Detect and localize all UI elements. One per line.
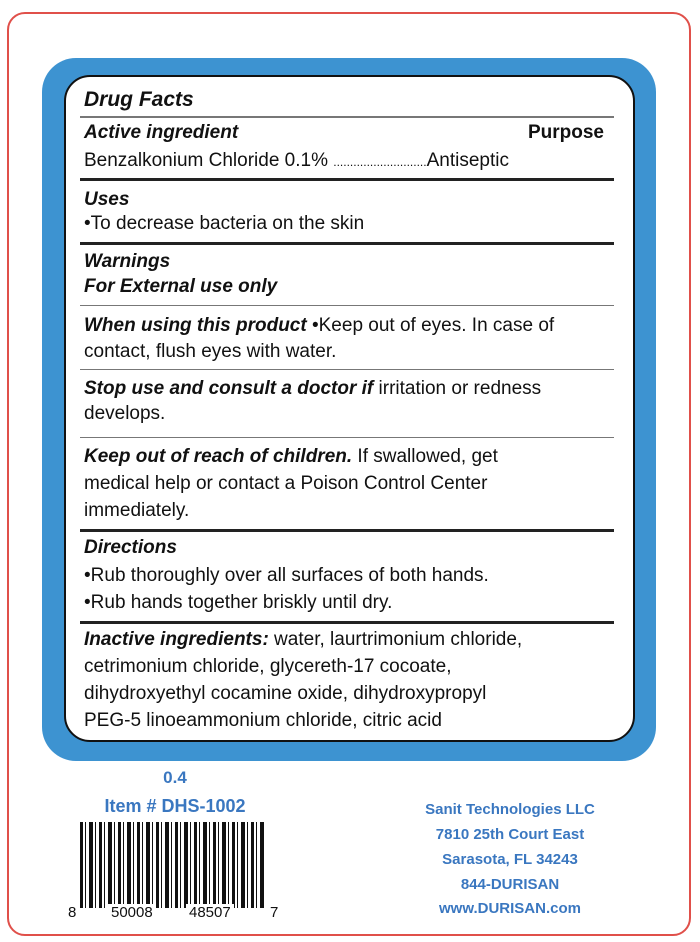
when-using bbox=[84, 315, 554, 337]
keep-out-text: medical help or contact a Poison Control Center bbox=[84, 473, 488, 494]
drug-facts-title: Drug Facts bbox=[84, 88, 194, 111]
active-ingredient-row bbox=[84, 150, 509, 173]
inactive-heading: Inactive ingredients: bbox=[84, 629, 269, 650]
inactive-text: dihydroxyethyl cocamine oxide, dihydroxypropyl bbox=[84, 683, 487, 704]
barcode-digit: 50008 bbox=[108, 904, 156, 921]
directions-item: •Rub hands together briskly until dry. bbox=[84, 592, 393, 613]
keep-out bbox=[84, 446, 498, 468]
directions-item: •Rub thoroughly over all surfaces of both hands. bbox=[84, 565, 489, 586]
uses-heading: Uses bbox=[84, 189, 130, 210]
divider bbox=[80, 116, 614, 118]
when-using-text: •Keep out of eyes. In case of bbox=[306, 315, 555, 336]
divider bbox=[80, 369, 614, 370]
company-website: www.DURISAN.com bbox=[439, 900, 581, 917]
when-using-text: contact, flush eyes with water. bbox=[84, 341, 337, 362]
ingredient: Benzalkonium Chloride 0.1% bbox=[84, 150, 328, 171]
company-phone: 844-DURISAN bbox=[460, 876, 560, 893]
keep-out-heading: Keep out of reach of children. bbox=[84, 446, 353, 467]
purpose: Antiseptic bbox=[426, 150, 509, 171]
inactive-text: water, laurtrimonium chloride, bbox=[268, 629, 523, 650]
inactive-ingredients bbox=[84, 629, 522, 651]
barcode bbox=[80, 822, 266, 908]
barcode-digit: 8 bbox=[68, 904, 77, 921]
company-address: 7810 25th Court East bbox=[435, 826, 585, 843]
divider bbox=[80, 529, 614, 532]
barcode-digit: 48507 bbox=[186, 904, 234, 921]
active-ingredient-heading: Active ingredient bbox=[84, 122, 239, 143]
company-city: Sarasota, FL 34243 bbox=[442, 851, 578, 868]
dot-leader: ............................ bbox=[333, 155, 427, 169]
inactive-text: cetrimonium chloride, glycereth-17 cocoate, bbox=[84, 656, 452, 677]
stop-use bbox=[84, 378, 541, 400]
divider bbox=[80, 242, 614, 245]
stop-use-text: irritation or redness bbox=[373, 378, 542, 399]
stop-use-heading: Stop use and consult a doctor if bbox=[84, 378, 374, 399]
keep-out-text: immediately. bbox=[84, 500, 190, 521]
company-name: Sanit Technologies LLC bbox=[425, 801, 595, 818]
uses-item: •To decrease bacteria on the skin bbox=[84, 213, 365, 234]
external-use: For External use only bbox=[84, 276, 278, 297]
barcode-digit: 7 bbox=[270, 904, 279, 921]
inactive-text: PEG-5 linoeammonium chloride, citric acid bbox=[84, 710, 442, 731]
purpose-heading: Purpose bbox=[527, 122, 604, 143]
version: 0.4 bbox=[163, 768, 187, 787]
directions-heading: Directions bbox=[84, 537, 177, 558]
divider bbox=[80, 178, 614, 181]
keep-out-text: If swallowed, get bbox=[352, 446, 498, 467]
warnings-heading: Warnings bbox=[84, 251, 171, 272]
divider bbox=[80, 437, 614, 438]
stop-use-text: develops. bbox=[84, 403, 166, 424]
divider bbox=[80, 305, 614, 306]
when-using-heading: When using this product bbox=[84, 315, 307, 336]
item-number: Item # DHS-1002 bbox=[104, 796, 246, 816]
divider bbox=[80, 621, 614, 624]
